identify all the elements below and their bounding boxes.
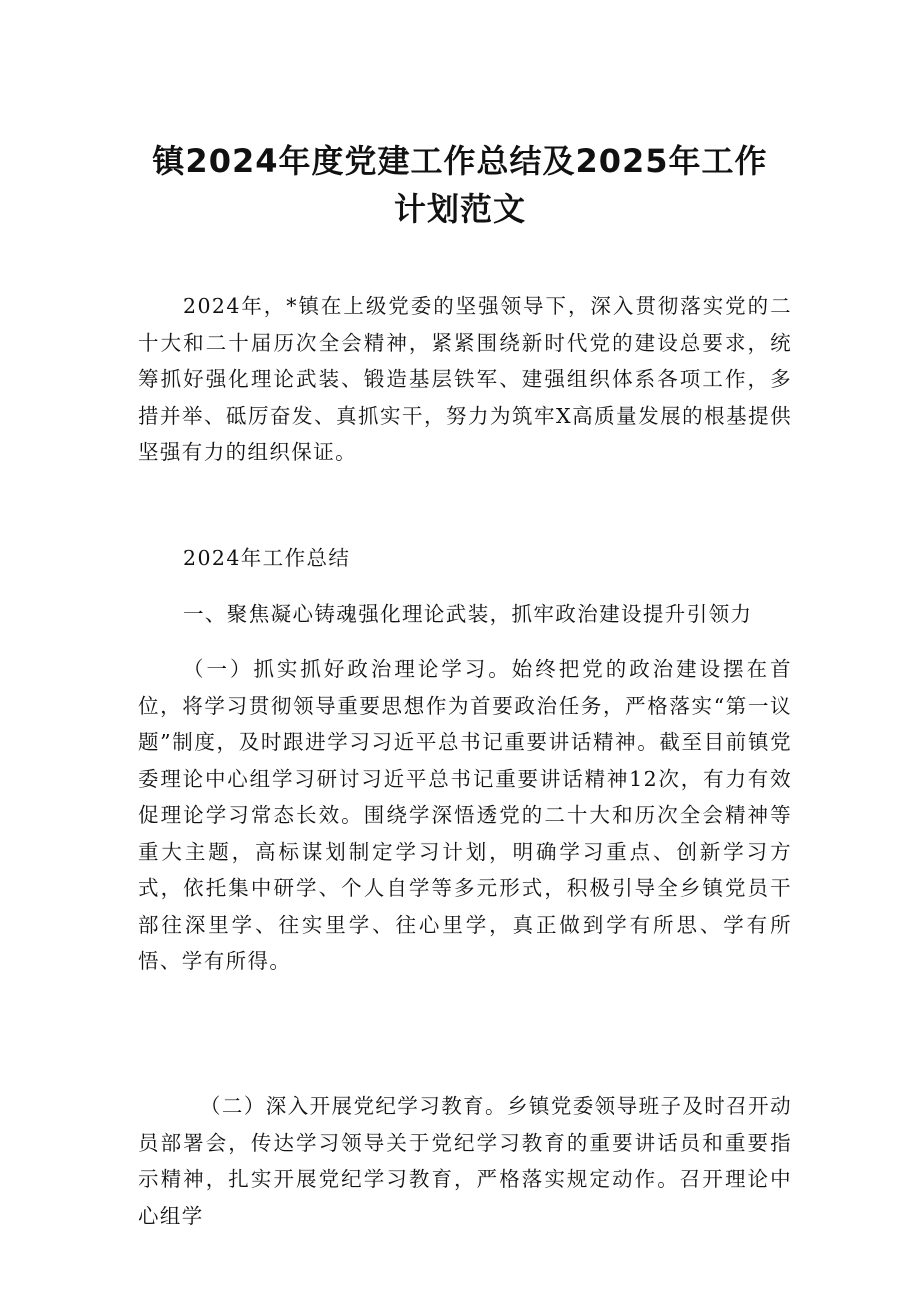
item2-paragraph (138, 1088, 792, 1234)
item2-text: （二）深入开展党纪学习教育。乡镇党委领导班子及时召开动员部署会，传达学习领导关于党纪学习教育的重要讲话员和重要指示精神，扎实开展党纪学习教育，严格落实规定动作。召开理论中心组学 (138, 1094, 792, 1228)
section-heading: 2024年工作总结 (183, 546, 351, 570)
part1-heading: 一、聚焦凝心铸魂强化理论武装，抓牢政治建设提升引领力 (183, 602, 753, 626)
document-title-line2: 计划范文 (393, 190, 526, 228)
item1-paragraph: （一）抓实抓好政治理论学习。始终把党的政治建设摆在首位，将学习贯彻领导重要思想作为首要政治任务，严格落实“第一议题”制度，及时跟进学习习近平总书记重要讲话精神。截至目前镇党委理论中心组学习研讨习近平总书记重要讲话精神12次，有力有效促理论学习常态长效。围绕学深悟透党的二十大和历次全会精神等重大主题，高标谋划制定学习计划，明确学习重点、创新学习方式，依托集中研学、个人自学等多元形式，积极引导全乡镇党员干部往深里学、往实里学、往心里学，真正做到学有所思、学有所悟、学有所得。 (138, 657, 792, 973)
intro-paragraph: 2024年，*镇在上级党委的坚强领导下，深入贯彻落实党的二十大和二十届历次全会精神，紧紧围绕新时代党的建设总要求，统筹抓好强化理论武装、锻造基层铁军、建强组织体系各项工作，多措并举、砥厉奋发、真抓实干，努力为筑牢X高质量发展的根基提供坚强有力的组织保证。 (138, 294, 792, 464)
document-title-line1: 镇2024年度党建工作总结及2025年工作 (152, 142, 768, 180)
